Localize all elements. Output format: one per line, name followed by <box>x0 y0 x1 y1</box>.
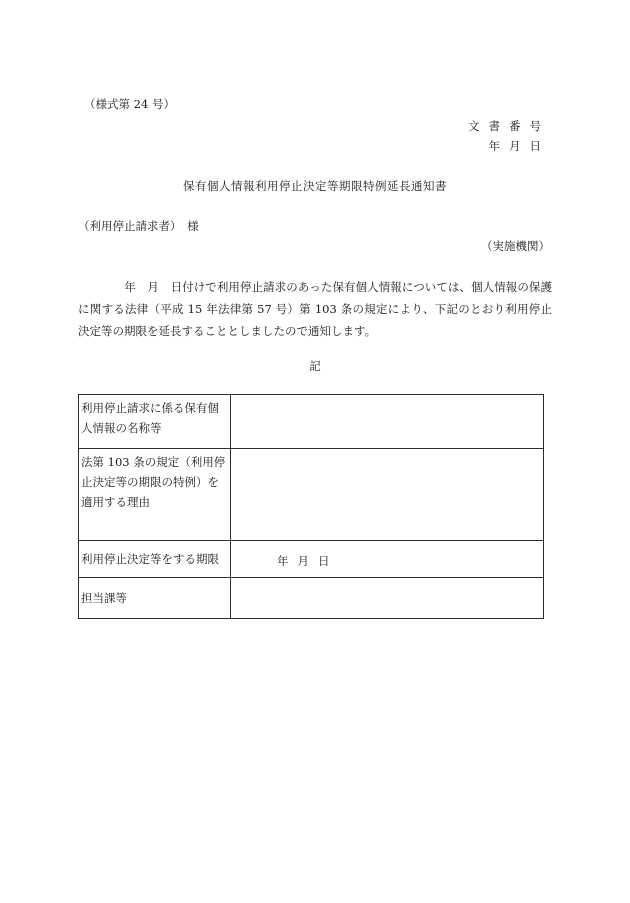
table-row <box>79 395 544 449</box>
page-title: 保有個人情報利用停止決定等期限特例延長通知書 <box>183 179 447 193</box>
row-value-contact <box>231 578 544 619</box>
document-date-label: 年月日 <box>488 139 550 153</box>
row-value-deadline <box>231 541 544 578</box>
row-label-deadline: 利用停止決定等をする期限 <box>79 541 231 578</box>
row-label-reason: 法第 103 条の規定（利用停止決定等の期限の特例）を適用する理由 <box>79 449 231 541</box>
row-label-contact: 担当課等 <box>79 578 231 619</box>
form-number: （様式第 24 号） <box>84 97 175 111</box>
recipient-line: （利用停止請求者） 様 <box>78 219 199 233</box>
details-table <box>78 394 544 619</box>
row-value-info-name <box>231 395 544 449</box>
row-value-reason <box>231 449 544 541</box>
agency-line: （実施機関） <box>481 239 550 253</box>
table-row <box>79 449 544 541</box>
ki-heading: 記 <box>309 359 321 373</box>
table-row <box>79 578 544 619</box>
table-row <box>79 541 544 578</box>
row-label-info-name: 利用停止請求に係る保有個人情報の名称等 <box>79 395 231 449</box>
deadline-date: 年月日 <box>277 553 339 568</box>
document-number-label: 文書番号 <box>468 119 550 133</box>
notice-body: 年 月 日付けで利用停止請求のあった保有個人情報については、個人情報の保護に関する法律（平成 15 年法律第 57 号）第 103 条の規定により、下記のとおり利用停止決定等の期限を延長することとしましたので通知します。 <box>78 280 552 338</box>
